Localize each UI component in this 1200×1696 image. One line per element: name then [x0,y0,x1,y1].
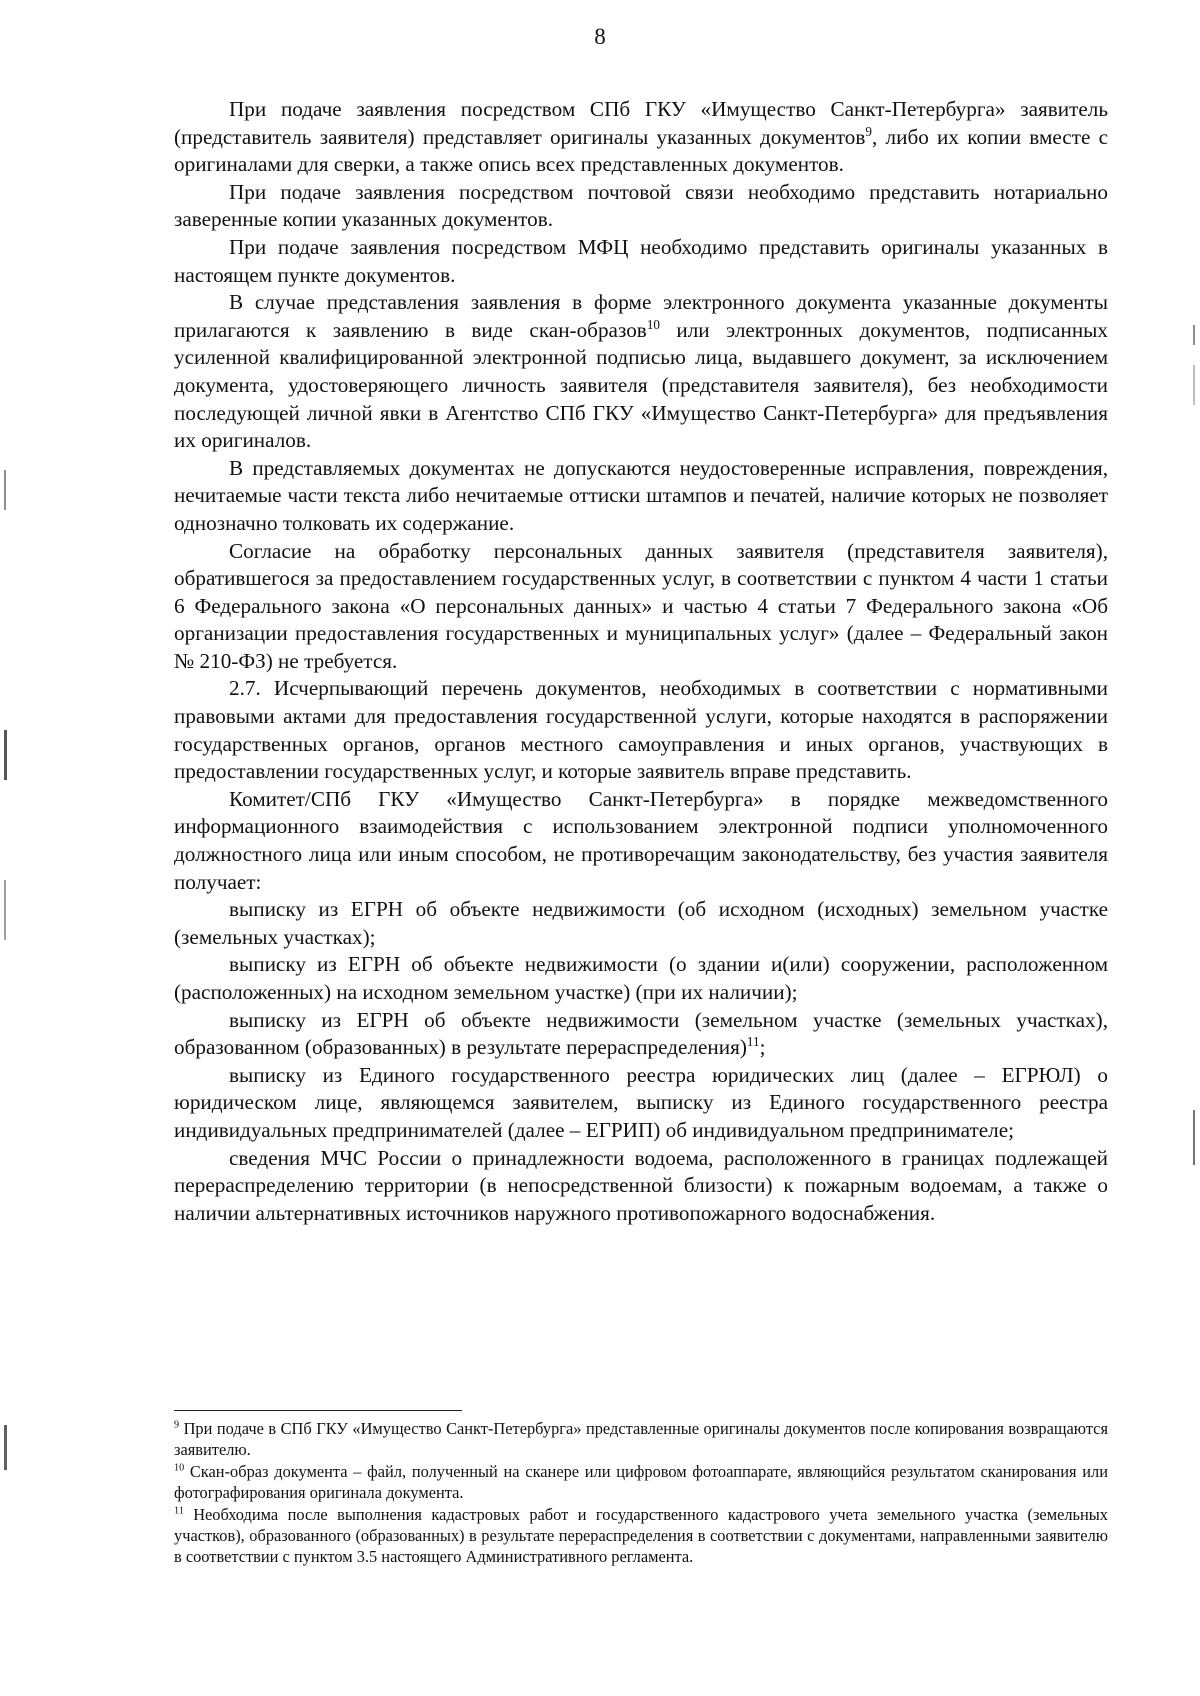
footnote-separator [174,1410,462,1411]
list-item-egrn-buildings: выписку из ЕГРН об объекте недвижимости (о здании и(или) сооружении, расположенном (расположенных) на исходном земельном участке) (при их наличии); [174,952,1108,1004]
footnote-ref-11: 11 [746,1034,760,1050]
page-number: 8 [594,24,606,49]
paragraph-submission-mfc: При подаче заявления посредством МФЦ необходимо представить оригиналы указанных в настоящем пункте документов. [174,234,1108,287]
document-body [174,96,1108,1227]
paragraph-document-corrections: В представляемых документах не допускаются неудостоверенные исправления, повреждения, нечитаемые части текста либо нечитаемые оттиски штампов и печатей, наличие которых не позволяет однозначно толковать их содержание. [174,455,1108,535]
list-item-egrn-source-plot: выписку из ЕГРН об объекте недвижимости (об исходном (исходных) земельном участке (земельных участках); [174,897,1108,949]
footnotes [174,1418,1108,1568]
scan-artifact [4,1425,7,1470]
footnote-10: $^{10}$ Скан-образ документа – файл, полученный на сканере или цифровом фотоаппарате, являющийся результатом сканирования или фотографирования оригинала документа. [174,1461,1108,1503]
scan-artifact [1193,1110,1195,1165]
footnote-ref-10: 10 [646,316,660,332]
paragraph-interagency-request: Комитет/СПб ГКУ «Имущество Санкт-Петербурга» в порядке межведомственного информационного взаимодействия с использованием электронной подписи уполномоченного должностного лица или иным способом, не противоречащим законодательству, без участия заявителя получает: [174,786,1108,894]
scan-artifact [4,880,6,940]
paragraph-section-2-7: 2.7. Исчерпывающий перечень документов, необходимых в соответствии с нормативными правовыми актами для предоставления государственной услуги, которые находятся в распоряжении государственных органов, органов местного самоуправления и иных органов, участвующих в предоставлении государственных услуг, и которые заявитель вправе представить. [174,676,1108,784]
paragraph-personal-data-consent: Согласие на обработку персональных данных заявителя (представителя заявителя), обратившегося за предоставлением государственных услуг, в соответствии с пунктом 4 части 1 статьи 6 Федерального закона «О персональных данных» и частью 4 статьи 7 Федерального закона «Об организации предоставления государственных и муниципальных услуг» (далее – Федеральный закон № 210-ФЗ) не требуется. [174,538,1108,673]
scan-artifact [4,730,7,780]
footnote-9: $^9$ При подаче в СПб ГКУ «Имущество Санкт-Петербурга» представленные оригиналы документов после копирования возвращаются заявителю. [174,1419,1108,1460]
scan-artifact [1193,325,1195,345]
paragraph-submission-post: При подаче заявления посредством почтовой связи необходимо представить нотариально заверенные копии указанных документов. [174,179,1108,232]
footnote-ref-9: 9 [865,123,872,139]
scan-artifact [4,470,6,510]
scan-artifact [1193,365,1195,405]
footnote-11: $^{11}$ Необходима после выполнения кадастровых работ и государственного кадастрового учета земельного участка (земельных участков), образованного (образованных) в результате перераспределения в соответствии с документами, направленными заявителю в соответствии с пунктом 3.5 настоящего Административного регламента. [174,1504,1108,1567]
list-item-mchs-info: сведения МЧС России о принадлежности водоема, расположенного в границах подлежащей перераспределению территории (в непосредственной близости) к пожарным водоемам, а также о наличии альтернативных источников наружного противопожарного водоснабжения. [174,1145,1108,1225]
paragraph-electronic-submission: В случае представления заявления в форме электронного документа указанные документы прилагаются к заявлению в виде скан-образов$^{10}$ или электронных документов, подписанных усиленной квалифицированной электронной подписью лица, выдавшего документ, за исключением документа, удостоверяющего личность заявителя (представителя заявителя), без необходимости последующей личной явки в Агентство СПб ГКУ «Имущество Санкт-Петербурга» для предъявления их оригиналов. [174,290,1109,453]
list-item-egrul-egrip: выписку из Единого государственного реестра юридических лиц (далее – ЕГРЮЛ) о юридическом лице, являющемся заявителем, выписку из Единого государственного реестра индивидуальных предпринимателей (далее – ЕГРИП) об индивидуальном предпринимателе; [174,1062,1108,1142]
paragraph-submission-spb-gku: При подаче заявления посредством СПб ГКУ «Имущество Санкт-Петербурга» заявитель (представитель заявителя) представляет оригиналы указанных документов$^9$, либо их копии вместе с оригиналами для сверки, а также опись всех представленных документов. [174,97,1109,177]
list-item-egrn-new-plot: выписку из ЕГРН об объекте недвижимости (земельном участке (земельных участках), образованном (образованных) в результате перераспределения)$^{11}$; [174,1007,1108,1060]
